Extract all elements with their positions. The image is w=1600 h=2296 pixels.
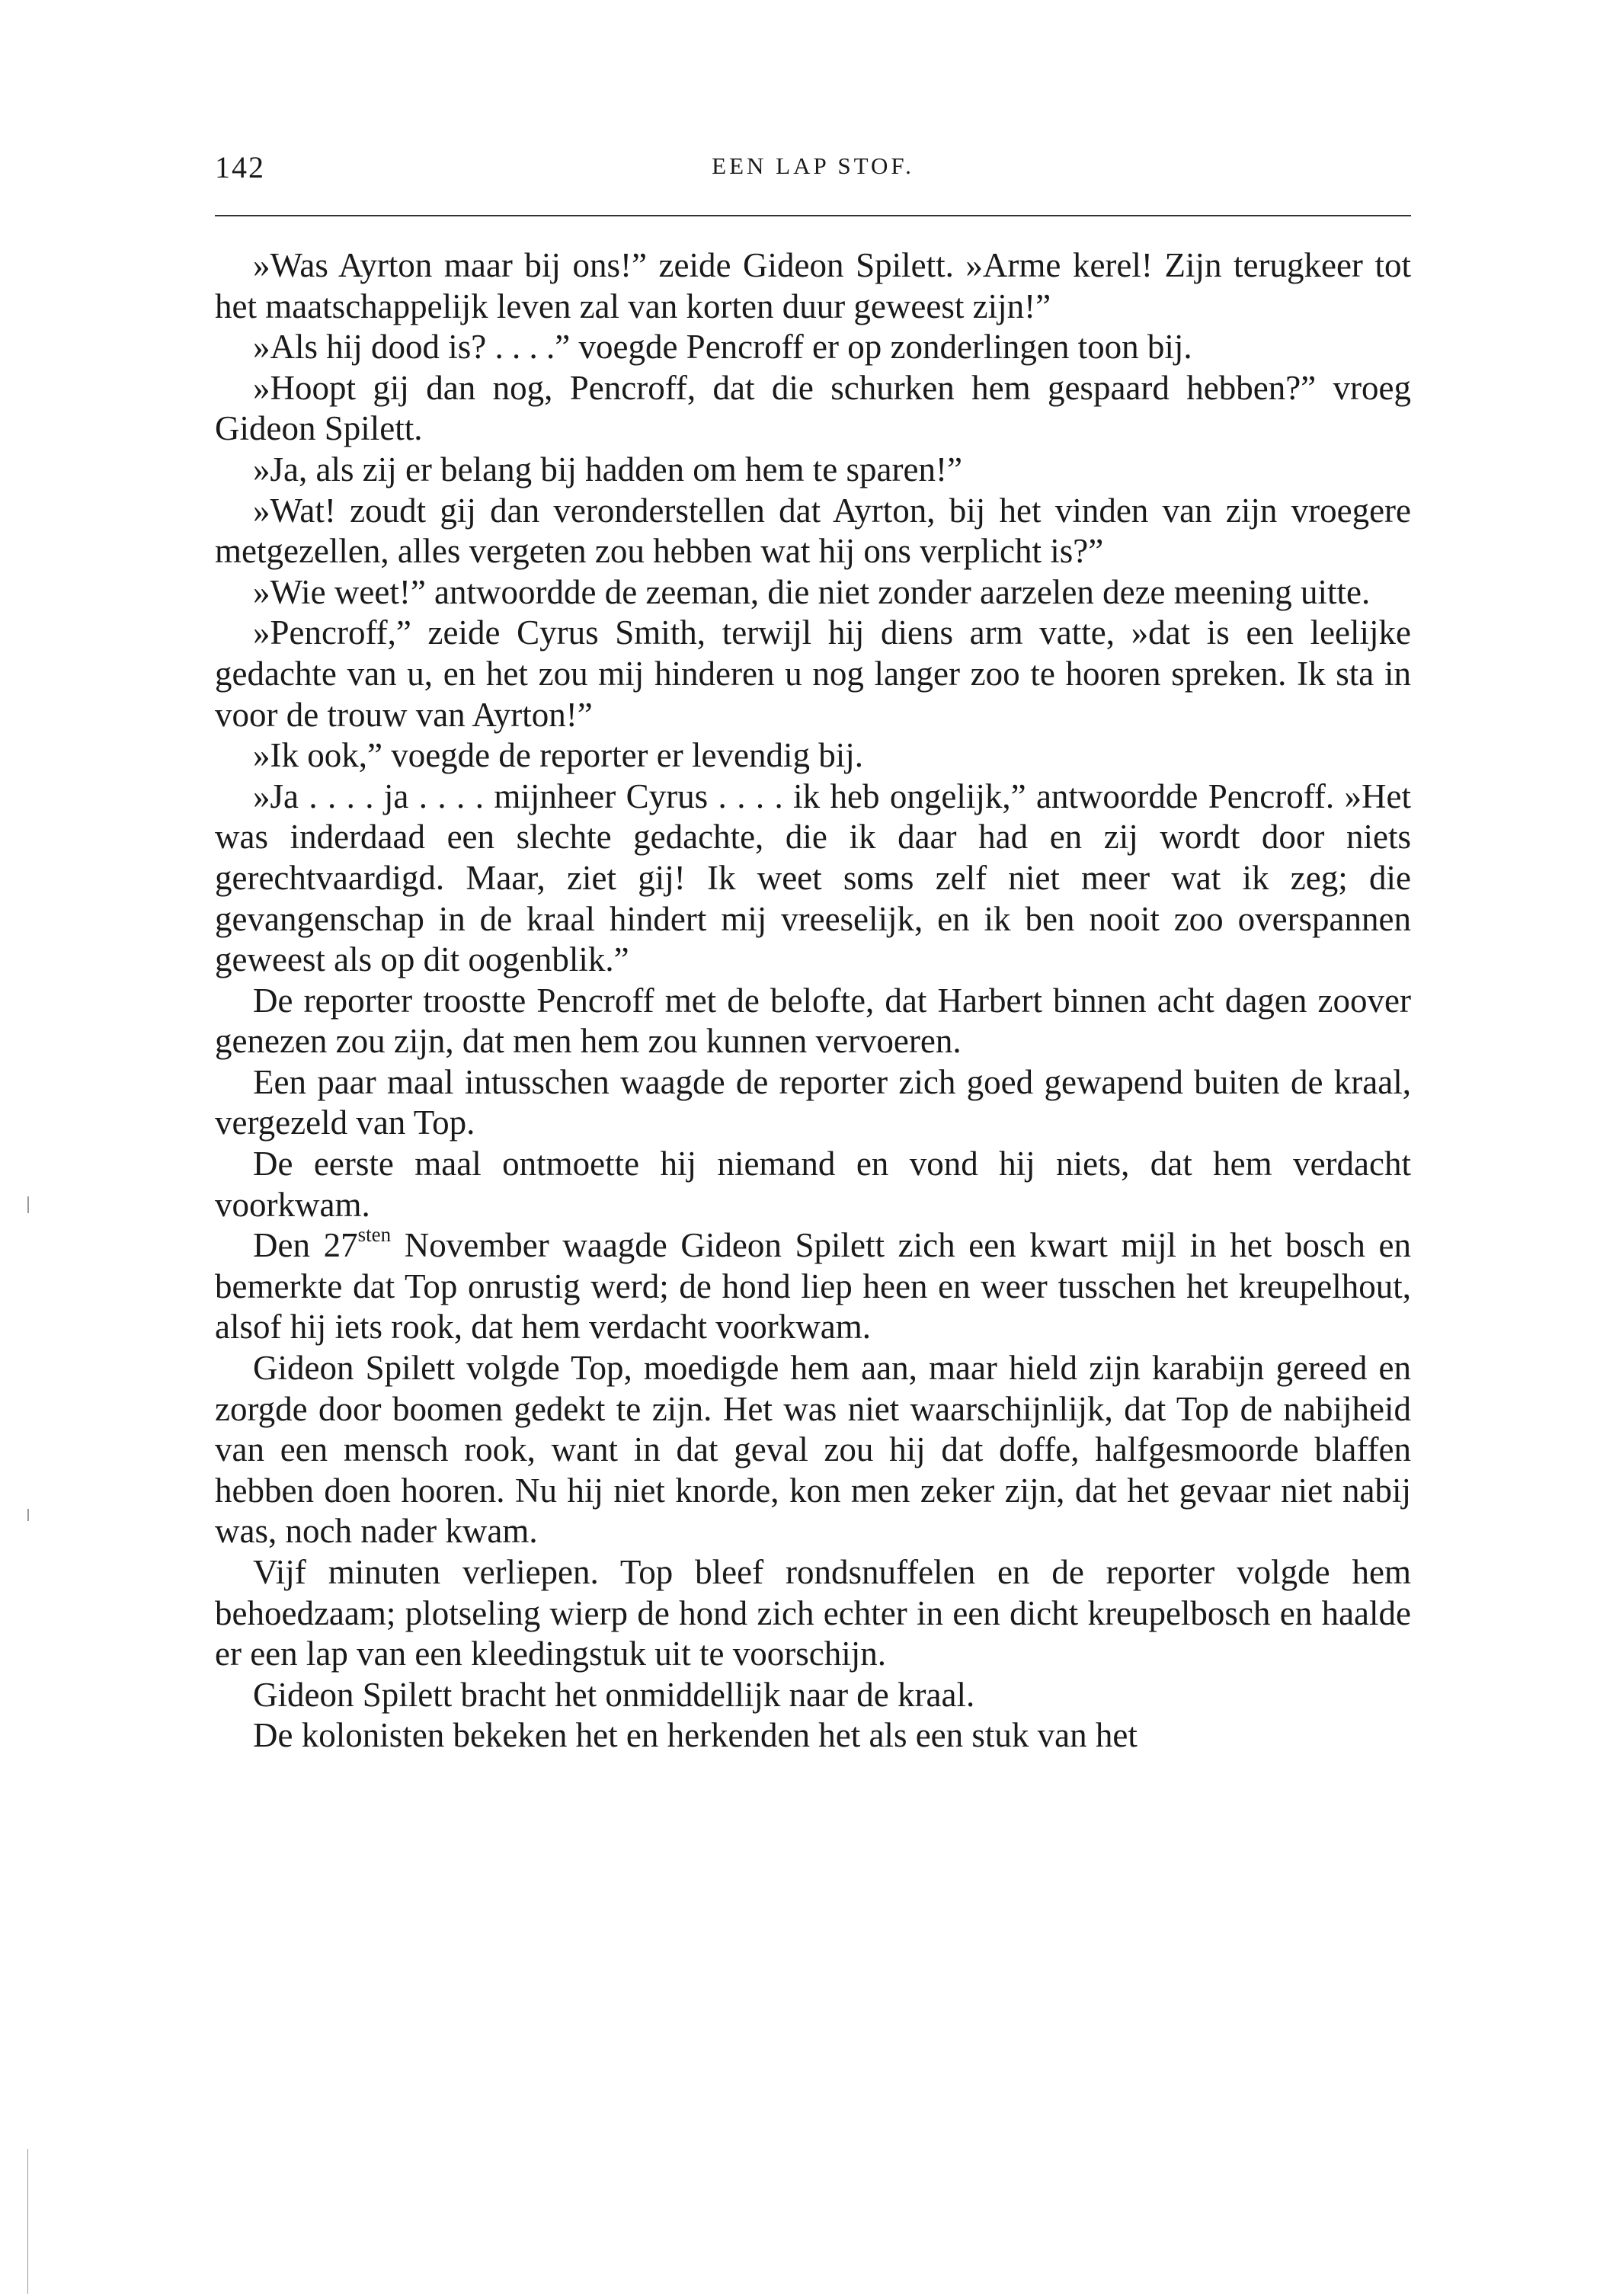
paragraph: »Ja, als zij er belang bij hadden om hem te sparen!” [253, 450, 962, 488]
paragraph: De kolonisten bekeken het en herkenden het als een stuk van het [253, 1716, 1138, 1755]
date-superscript: sten [357, 1223, 392, 1246]
paragraph: »Wat! zoudt gij dan veronderstellen dat Ayrton, bij het vinden van zijn vroegere metgezellen, alles vergeten zou hebben wat hij ons verplicht is?” [215, 491, 1411, 571]
header-rule [215, 215, 1411, 216]
paragraph: »Ja . . . . ja . . . . mijnheer Cyrus . . . . ik heb ongelijk,” antwoordde Pencroff. »Het was inderdaad een slechte gedachte, die ik daar had en zij wordt door niets gerechtvaardigd. Maar, ziet gij! Ik weet soms zelf niet meer wat ik zeg; die gevangenschap in de kraal hindert mij vreeselijk, en ik ben nooit zoo overspannen geweest als op dit oogenblik.” [215, 777, 1411, 979]
paragraph: »Ik ook,” voegde de reporter er levendig bij. [253, 736, 863, 775]
page-number: 142 [215, 150, 265, 184]
paragraph: Gideon Spilett bracht het onmiddellijk naar de kraal. [253, 1675, 975, 1714]
margin-mark [27, 1196, 29, 1213]
paragraph: »Hoopt gij dan nog, Pencroff, dat die schurken hem gespaard hebben?” vroeg Gideon Spilett. [215, 368, 1411, 448]
paragraph: »Wie weet!” antwoordde de zeeman, die niet zonder aarzelen deze meening uitte. [253, 572, 1371, 611]
paragraph: »Was Ayrton maar bij ons!” zeide Gideon Spilett. »Arme kerel! Zijn terugkeer tot het maatschappelijk leven zal van korten duur geweest zijn!” [215, 246, 1411, 325]
paragraph: De eerste maal ontmoette hij niemand en vond hij niets, dat hem verdacht voorkwam. [215, 1145, 1411, 1224]
margin-mark [27, 2149, 28, 2294]
margin-mark [27, 1509, 29, 1521]
date-text: Den 27 [253, 1226, 358, 1265]
running-title: EEN LAP STOF. [712, 152, 914, 179]
page-header [215, 149, 1411, 195]
body-text [215, 245, 1411, 1756]
paragraph: De reporter troostte Pencroff met de belofte, dat Harbert binnen acht dagen zoover genezen zou zijn, dat men hem zou kunnen vervoeren. [215, 981, 1411, 1061]
paragraph: »Pencroff,” zeide Cyrus Smith, terwijl hij diens arm vatte, »dat is een leelijke gedachte van u, en het zou mij hinderen u nog langer zoo te hooren spreken. Ik sta in voor de trouw van Ayrton!” [215, 613, 1411, 734]
date-paragraph-rest: November waagde Gideon Spilett zich een kwart mijl in het bosch en bemerkte dat Top onrustig werd; de hond liep heen en weer tusschen het kreupelhout, alsof hij iets rook, dat hem verdacht voorkwam. [215, 1226, 1411, 1347]
paragraph: »Als hij dood is? . . . .” voegde Pencroff er op zonderlingen toon bij. [253, 328, 1192, 367]
paragraph: Een paar maal intusschen waagde de reporter zich goed gewapend buiten de kraal, vergezeld van Top. [215, 1062, 1411, 1142]
paragraph: Vijf minuten verliepen. Top bleef rondsnuffelen en de reporter volgde hem behoedzaam; plotseling wierp de hond zich echter in een dicht kreupelbosch en haalde er een lap van een kleedingstuk uit te voorschijn. [215, 1553, 1411, 1673]
date-paragraph [215, 1225, 1411, 1348]
paragraph: Gideon Spilett volgde Top, moedigde hem aan, maar hield zijn karabijn gereed en zorgde door boomen gedekt te zijn. Het was niet waarschijnlijk, dat Top de nabijheid van een mensch rook, want in dat geval zou hij dat doffe, halfgesmoorde blaffen hebben doen hooren. Nu hij niet knorde, kon men zeker zijn, dat het gevaar niet nabij was, noch nader kwam. [215, 1349, 1411, 1551]
